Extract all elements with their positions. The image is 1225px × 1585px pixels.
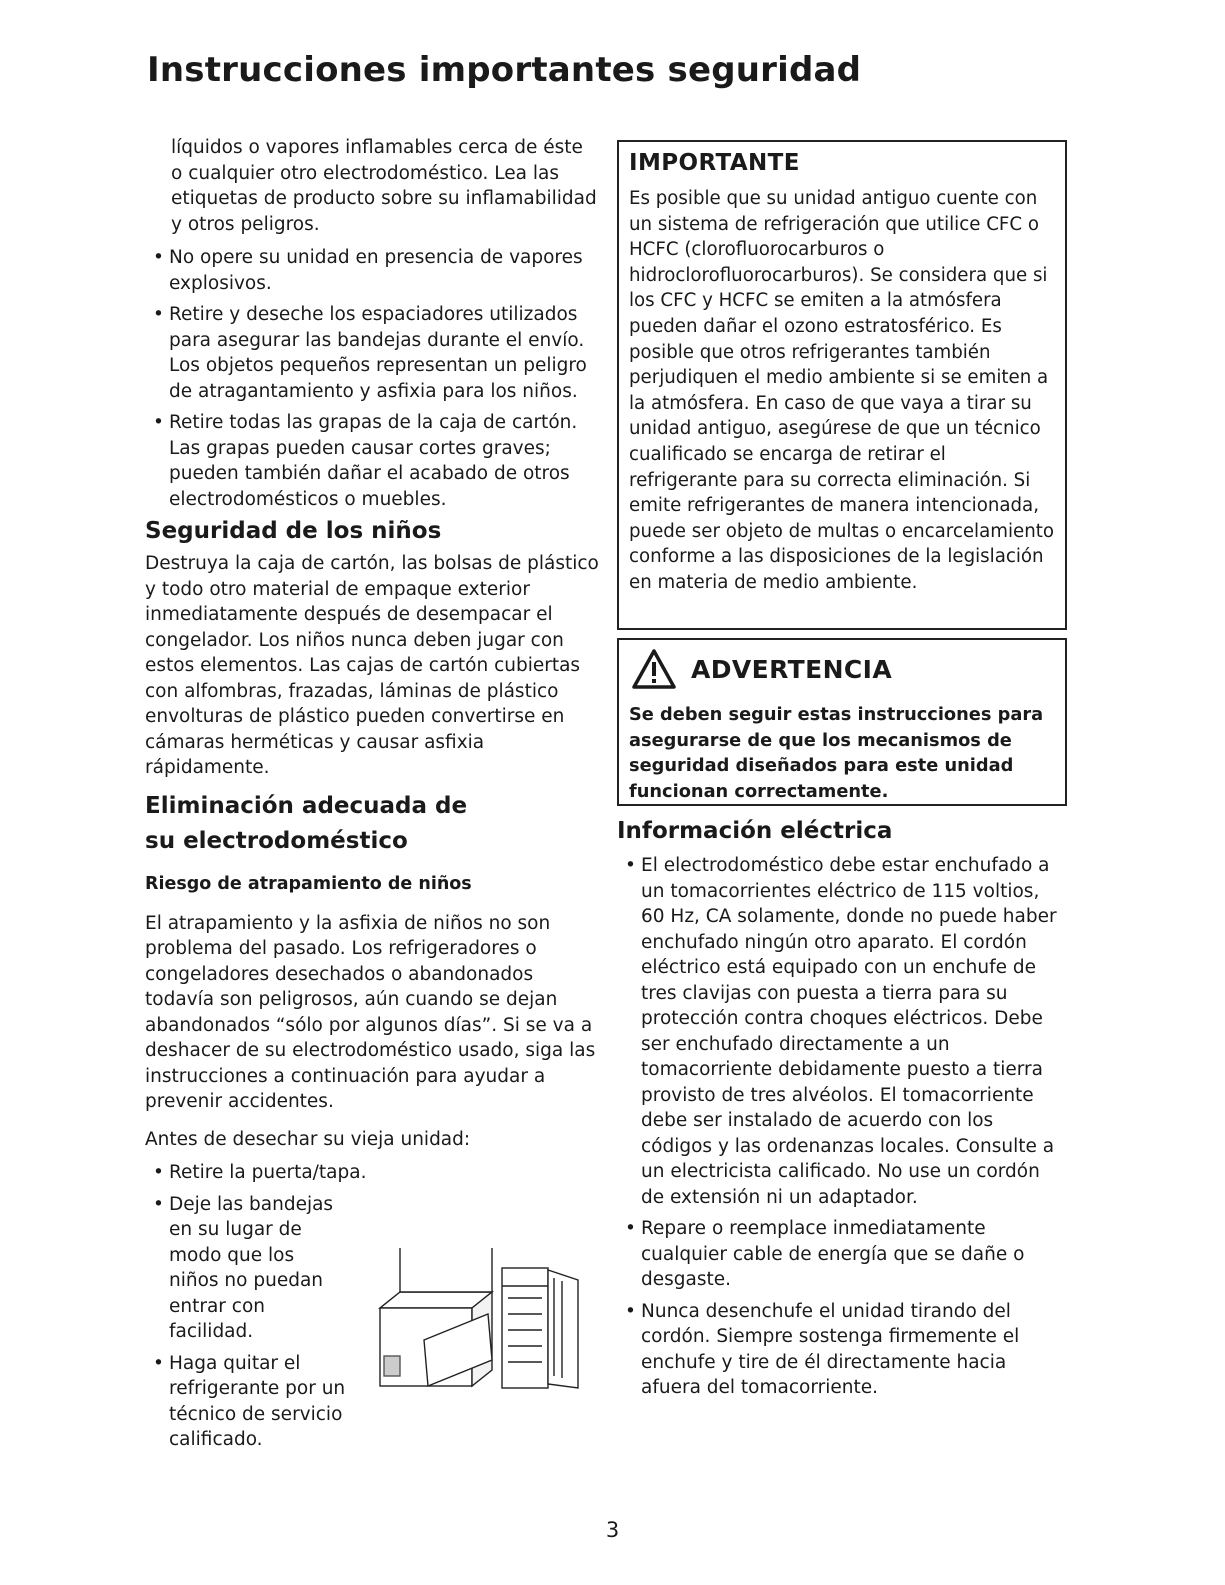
chest-freezer-icon xyxy=(380,1248,492,1386)
electrical-bullet-list xyxy=(617,853,1067,1401)
disposal-heading-line1: Eliminación adecuada de xyxy=(145,792,468,819)
disposal-heading-line2: su electrodoméstico xyxy=(145,827,408,854)
warning-box xyxy=(617,638,1067,806)
warning-triangle-icon xyxy=(631,648,677,690)
safety-bullet-list xyxy=(145,245,600,512)
list-item: • Deje las bandejas en su lugar de modo que los niños no puedan entrar con facilidad. xyxy=(153,1193,334,1342)
page-number: 3 xyxy=(605,1518,620,1542)
disposal-text: El atrapamiento y la asfixia de niños no son problema del pasado. Los refrigeradores o congeladores desechados o abandonados todavía son peligrosos, aún cuando se dejan abandonados “sólo por algunos días”. Si se va a deshacer de su electrodoméstico usado, siga las instrucciones a continuación para ayudar a prevenir accidentes. xyxy=(145,912,596,1112)
page-title: Instrucciones importantes seguridad xyxy=(147,50,862,90)
warning-text: Se deben seguir estas instrucciones para asegurarse de que los mecanismos de seguridad diseñados para este unidad funcionan correctamente. xyxy=(629,704,1044,802)
electrical-heading: Información eléctrica xyxy=(617,818,893,844)
list-item: • Nunca desenchufe el unidad tirando del cordón. Siempre sostenga firmemente el enchufe y tire de él directamente hacia afuera del tomacorriente. xyxy=(625,1300,1020,1398)
list-item: • Retire y deseche los espaciadores utilizados para asegurar las bandejas durante el envío. Los objetos pequeños representan un peligro de atragantamiento y asfixia para los niños. xyxy=(153,304,587,402)
list-item: • Haga quitar el refrigerante por un técnico de servicio calificado. xyxy=(153,1352,346,1450)
important-text: Es posible que su unidad antiguo cuente con un sistema de refrigeración que utilice CFC o HCFC (clorofluorocarburos o hidroclorofluorocarburos). Se considera que si los CFC y HCFC se emiten a la atmósfera pueden dañar el ozono estratosférico. Es posible que otros refrigerantes también perjudiquen el medio ambiente si se emiten a la atmósfera. En caso de que vaya a tirar su unidad antiguo, asegúrese de que un técnico cualificado se encarga de retirar el refrigerante para su correcta eliminación. Si emite refrigerantes de manera intencionada, puede ser objeto de multas o encarcelamiento conforme a las disposiciones de la legislación en materia de medio ambiente. xyxy=(629,188,1054,593)
upright-freezer-icon xyxy=(502,1268,578,1388)
list-item: • Repare o reemplace inmediatamente cualquier cable de energía que se dañe o desgaste. xyxy=(625,1218,1025,1290)
important-title: IMPORTANTE xyxy=(629,150,800,176)
right-column xyxy=(617,140,1067,1407)
list-item: • El electrodoméstico debe estar enchufado a un tomacorrientes eléctrico de 115 voltios, 60 Hz, CA solamente, donde no puede haber enchufado ningún otro aparato. El cordón eléctrico está equipado con un enchufe de tres clavijas con puesta a tierra para su protección contra choques eléctricos. Debe ser enchufado directamente a un tomacorriente debidamente puesto a tierra provisto de tres alvéolos. El tomacorriente debe ser instalado de acuerdo con los códigos y las ordenanzas locales. Consulte a un electricista calificado. No use un cordón de extensión ni un adaptador. xyxy=(625,855,1057,1208)
entrapment-subheading: Riesgo de atrapamiento de niños xyxy=(145,873,472,894)
intro-paragraph: líquidos o vapores inflamables cerca de éste o cualquier otro electrodoméstico. Lea las etiquetas de producto sobre su inflamabilidad y otros peligros. xyxy=(171,137,597,235)
important-box xyxy=(617,140,1067,630)
list-item: • No opere su unidad en presencia de vapores explosivos. xyxy=(153,247,583,294)
list-item: • Retire la puerta/tapa. xyxy=(153,1162,367,1183)
child-safety-text: Destruya la caja de cartón, las bolsas de plástico y todo otro material de empaque exterior inmediatamente después de desempacar el congelador. Los niños nunca deben jugar con estos elementos. Las cajas de cartón cubiertas con alfombras, frazadas, láminas de plástico envolturas de plástico pueden convertirse en cámaras herméticas y causar asfixia rápidamente. xyxy=(145,553,599,778)
before-disposal-label: Antes de desechar su vieja unidad: xyxy=(145,1128,471,1150)
child-safety-heading: Seguridad de los niños xyxy=(145,518,442,544)
warning-title: ADVERTENCIA xyxy=(691,654,893,684)
appliance-illustration xyxy=(362,1248,600,1393)
list-item: • Retire todas las grapas de la caja de cartón. Las grapas pueden causar cortes graves; pueden también dañar el acabado de otros electrodomésticos o muebles. xyxy=(153,412,578,510)
